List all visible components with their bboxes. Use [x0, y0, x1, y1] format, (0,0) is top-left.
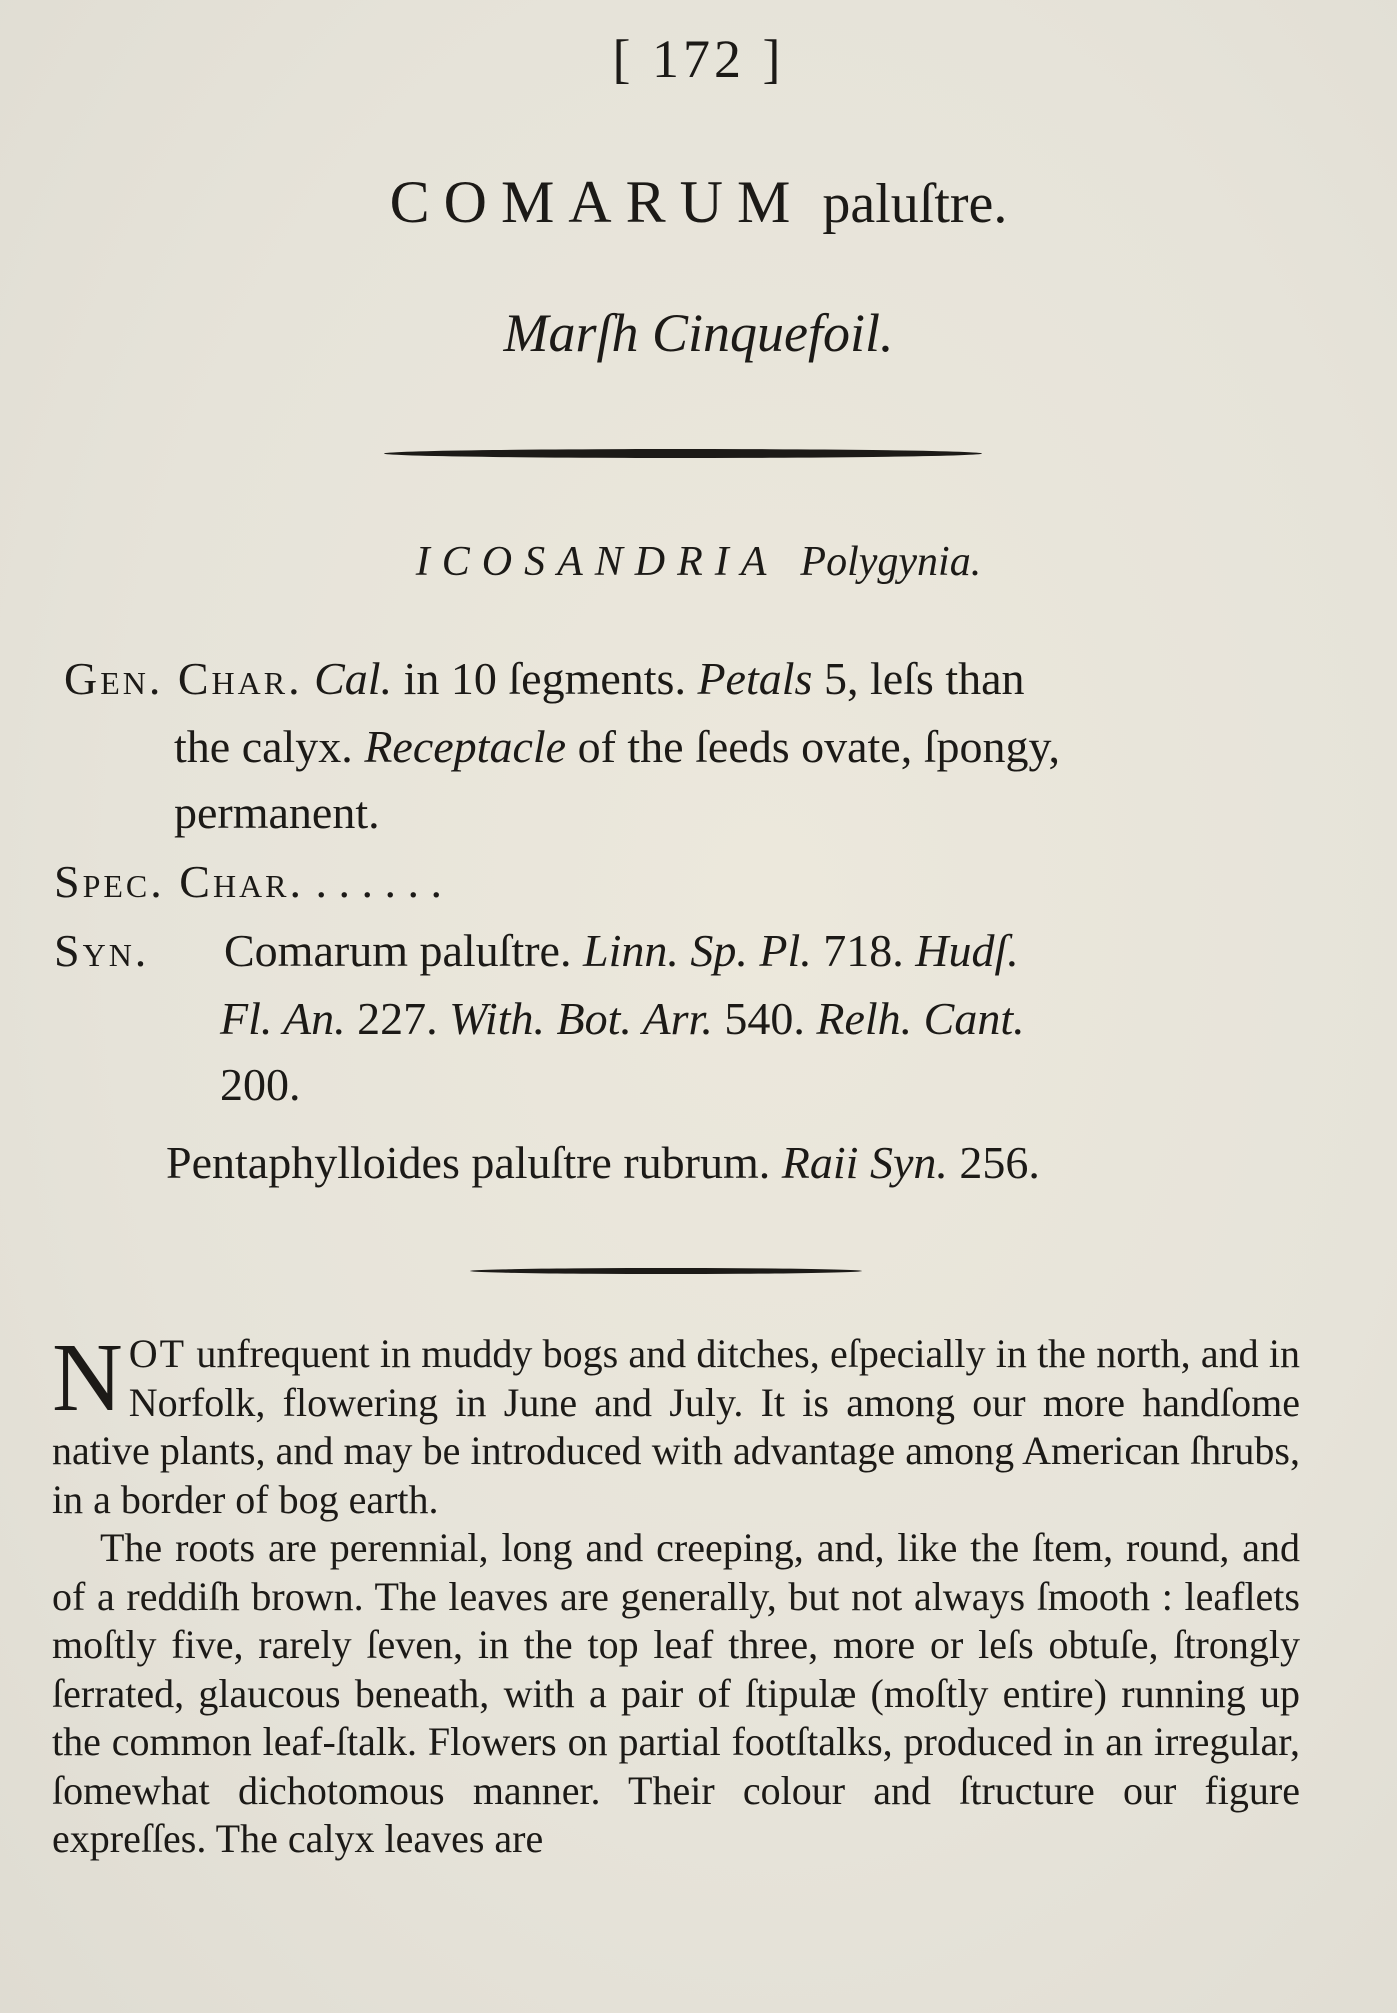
gen-char-line-1: Gen. Char. Cal. in 10 ſegments. Petals 5, leſs than: [64, 653, 1025, 704]
spec-char-line: Spec. Char. . . . . . .: [54, 856, 443, 907]
ornamental-rule-top: [384, 449, 982, 458]
title-species: paluſtre.: [822, 173, 1008, 235]
page-title: [0, 168, 1397, 237]
syn-line-2: Fl. An. 227. With. Bot. Arr. 540. Relh. Cant.: [220, 993, 1025, 1044]
classification-order: Polygynia.: [800, 539, 982, 585]
paragraph-2: The roots are perennial, long and creeping, and, like the ſtem, round, and of a reddiſh brown. The leaves are generally, but not always ſmooth : leaflets moſtly five, rarely ſeven, in the top leaf three, more or leſs obtuſe, ſtrongly ſerrated, glaucous beneath, with a pair of ſtipulæ (moſtly entire) running up the common leaf-ſtalk. Flowers on partial footſtalks, produced in an irregular, ſomewhat dichotomous manner. Their colour and ſtructure our figure expreſſes. The calyx leaves are: [52, 1525, 1300, 1861]
paragraph-1: NOT unfrequent in muddy bogs and ditches, eſpecially in the north, and in Norfolk, flowering in June and July. It is among our more handſome native plants, and may be introduced with advantage among American ſhrubs, in a border of bog earth.: [52, 1324, 1300, 1522]
linnaean-classification: [0, 538, 1397, 586]
spec-char-label: Spec. Char.: [54, 856, 305, 907]
title-genus: COMARUM: [389, 169, 805, 235]
common-name: Marſh Cinquefoil.: [503, 303, 894, 363]
body-text: [52, 1324, 1300, 1864]
gen-char-line-3: permanent.: [174, 787, 380, 838]
gen-char-line-2: the calyx. Receptacle of the ſeeds ovate, ſpongy,: [174, 721, 1061, 772]
syn-line-4: Pentaphylloides paluſtre rubrum. Raii Syn. 256.: [166, 1137, 1040, 1188]
ornamental-rule-bottom: [470, 1268, 862, 1274]
drop-cap: N: [52, 1324, 123, 1432]
syn-line-1: Syn. Comarum paluſtre. Linn. Sp. Pl. 718. Hudſ.: [54, 925, 1019, 976]
classification-class: ICOSANDRIA: [415, 539, 779, 585]
page-number: [ 172 ]: [612, 29, 785, 89]
syn-label: Syn.: [54, 925, 150, 976]
syn-line-3: 200.: [220, 1059, 301, 1110]
gen-char-label: Gen. Char.: [64, 653, 303, 704]
